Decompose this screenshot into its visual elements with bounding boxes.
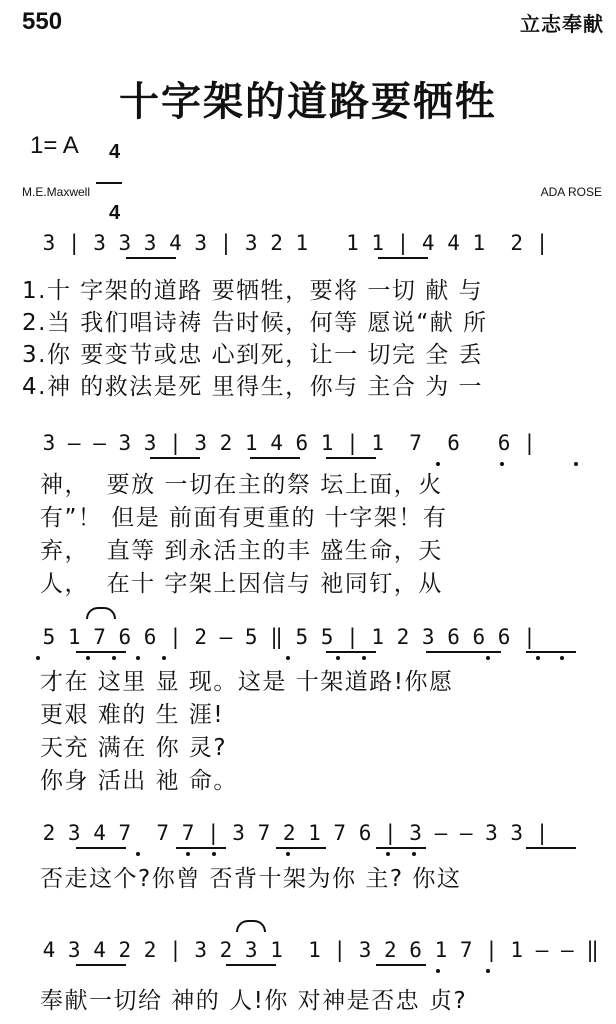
beam [250,457,300,459]
lower-octave-dot [112,656,116,660]
beam [126,257,176,259]
system-4-notes: 2 3 4 7 7 7 | 3 7 2 1 7 6 | 3 — — 3 3 | [30,821,549,845]
lower-octave-dot [486,969,490,973]
system-2-verse-1: 神， 要放 一切在主的祭 坛上面，火 [40,472,443,498]
beam [176,847,226,849]
system-1-verse-2: 2.当 我们唱诗祷 告时候，何等 愿说“献 所 [22,310,488,336]
lower-octave-dot [560,656,564,660]
system-1-verse-4: 4.神 的救法是死 里得生，你与 主合 为 一 [22,374,483,400]
lyricist: M.E.Maxwell [22,185,91,199]
slur [236,920,266,932]
beam [76,964,126,966]
time-signature [96,124,122,223]
beam [76,847,126,849]
lower-octave-dot [286,656,290,660]
system-3-verse-2: 更艰 难的 生 涯! [40,702,225,728]
beam [426,651,501,653]
system-1-verse-1: 1.十 字架的道路 要牺牲，要将 一切 献 与 [22,278,483,304]
beam [150,457,200,459]
system-3-notes: 5 1 7 6 6 | 2 — 5 ‖ 5 5 | 1 2 3 6 6 6 | [30,625,536,649]
lower-octave-dot [486,656,490,660]
system-3-verse-4: 你身 活出 祂 命。 [40,768,238,794]
page-number: 550 [22,8,63,35]
system-5-notes: 4 3 4 2 2 | 3 2 3 1 1 | 3 2 6 1 7 | 1 — — ‖ [30,938,599,962]
system-2-notes: 3 — — 3 3 | 3 2 1 4 6 1 | 1 7 6 6 | [30,431,536,455]
system-5-verse-1: 奉献一切给 神的 人!你 对神是否忠 贞? [40,988,468,1014]
system-1-verse-3: 3.你 要变节或忠 心到死，让一 切完 全 丢 [22,342,483,368]
lower-octave-dot [500,462,504,466]
publisher-label: 立志奉献 [520,12,604,36]
system-2-verse-3: 弃， 直等 到永活主的丰 盛生命，天 [40,538,443,564]
lower-octave-dot [36,656,40,660]
lower-octave-dot [286,852,290,856]
key-signature: 1= A [30,132,79,159]
beam [76,651,126,653]
lower-octave-dot [212,852,216,856]
lower-octave-dot [162,656,166,660]
beam [526,651,576,653]
lower-octave-dot [574,462,578,466]
beam [326,651,376,653]
lower-octave-dot [336,656,340,660]
system-4-verse-1: 否走这个?你曾 否背十架为你 主? 你这 [40,866,462,892]
lower-octave-dot [136,656,140,660]
beam [526,847,576,849]
lower-octave-dot [186,852,190,856]
lower-octave-dot [412,852,416,856]
lower-octave-dot [536,656,540,660]
song-title: 十字架的道路要牺牲 [119,79,497,125]
lower-octave-dot [86,656,90,660]
system-3-verse-3: 天充 满在 你 灵? [40,735,228,761]
lower-octave-dot [386,852,390,856]
lower-octave-dot [136,852,140,856]
beam [276,847,326,849]
system-3-verse-1: 才在 这里 显 现。这是 十架道路!你愿 [40,669,454,695]
beam [226,964,276,966]
beam [378,257,428,259]
composer: ADA ROSE [540,185,602,199]
beam [326,457,376,459]
lower-octave-dot [436,969,440,973]
system-2-verse-4: 人， 在十 字架上因信与 祂同钉，从 [40,571,443,597]
lower-octave-dot [436,462,440,466]
slur [86,607,116,619]
system-2-verse-2: 有”！ 但是 前面有更重的 十字架！有 [40,505,448,531]
time-signature-top: 4 [109,141,121,163]
time-signature-bottom: 4 [109,202,121,224]
beam [376,847,426,849]
lower-octave-dot [362,656,366,660]
system-1-notes: 3 | 3 3 3 4 3 | 3 2 1 1 1 | 4 4 1 2 | [30,231,549,255]
beam [376,964,426,966]
